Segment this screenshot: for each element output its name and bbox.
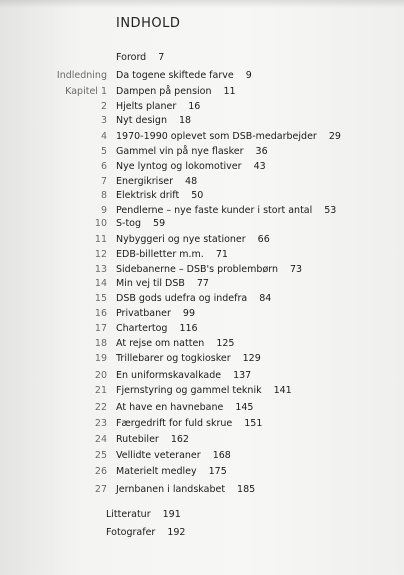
toc-entry bbox=[0, 85, 404, 99]
toc-chapter-number: 14 bbox=[94, 278, 107, 289]
toc-chapter-number: 5 bbox=[100, 146, 107, 157]
toc-chapter-number: 25 bbox=[94, 450, 107, 461]
toc-entry bbox=[0, 433, 404, 447]
toc-entry bbox=[0, 145, 404, 159]
toc-title: 1970-1990 oplevet som DSB-medarbejder 29 bbox=[116, 131, 341, 142]
toc-entry bbox=[0, 483, 404, 497]
toc-entry bbox=[0, 189, 404, 203]
toc-page: 73 bbox=[290, 264, 303, 275]
toc-entry bbox=[0, 217, 404, 231]
toc-title: EDB-billetter m.m. 71 bbox=[116, 249, 228, 260]
toc-page: 125 bbox=[216, 338, 235, 349]
toc-title: Trillebarer og togkiosker 129 bbox=[116, 353, 261, 364]
toc-page: 43 bbox=[253, 161, 266, 172]
toc-title: Materielt medley 175 bbox=[116, 466, 227, 477]
toc-title: Hjelts planer 16 bbox=[116, 101, 201, 112]
toc-title: Elektrisk drift 50 bbox=[116, 190, 204, 201]
toc-entry bbox=[0, 322, 404, 336]
toc-chapter-number: 9 bbox=[100, 205, 107, 216]
toc-chapter-number: 15 bbox=[94, 293, 107, 304]
toc-title: Jernbanen i landskabet 185 bbox=[116, 484, 256, 495]
toc-page: 18 bbox=[179, 115, 192, 126]
toc-title: Energikriser 48 bbox=[116, 176, 198, 187]
toc-page: 99 bbox=[182, 308, 195, 319]
toc-entry bbox=[0, 465, 404, 479]
toc-title: Sidebanerne – DSB's problembørn 73 bbox=[116, 264, 303, 275]
toc-page: 168 bbox=[212, 450, 231, 461]
toc-chapter-number: 8 bbox=[100, 190, 107, 201]
toc-chapter-number: 13 bbox=[94, 264, 107, 275]
toc-title: Nye lyntog og lokomotiver 43 bbox=[116, 161, 266, 172]
toc-title: En uniformskavalkade 137 bbox=[116, 370, 252, 381]
toc-chapter-number: 18 bbox=[94, 338, 107, 349]
toc-entry bbox=[0, 263, 404, 277]
toc-title: Fotografer 192 bbox=[106, 527, 186, 538]
toc-chapter-number: Indledning bbox=[56, 70, 107, 81]
toc-page: 145 bbox=[235, 402, 254, 413]
toc-chapter-number: Kapitel 1 bbox=[65, 86, 107, 97]
toc-page: 50 bbox=[191, 190, 204, 201]
toc-entry bbox=[0, 337, 404, 351]
toc-chapter-number: 12 bbox=[94, 249, 107, 260]
toc-page: 77 bbox=[196, 278, 209, 289]
toc-entry bbox=[0, 292, 404, 306]
toc-entry bbox=[0, 204, 404, 218]
toc-page: 191 bbox=[162, 509, 181, 520]
toc-chapter-number: 2 bbox=[100, 101, 107, 112]
toc-title: Rutebiler 162 bbox=[116, 434, 189, 445]
toc-chapter-number: 24 bbox=[94, 434, 107, 445]
toc-title: At rejse om natten 125 bbox=[116, 338, 235, 349]
toc-chapter-number: 11 bbox=[94, 234, 107, 245]
toc-entry bbox=[0, 130, 404, 144]
toc-title: Gammel vin på nye flasker 36 bbox=[116, 146, 268, 157]
toc-entry bbox=[0, 352, 404, 366]
toc-chapter-number: 17 bbox=[94, 323, 107, 334]
toc-title: Vellidte veteraner 168 bbox=[116, 450, 231, 461]
toc-chapter-number: 20 bbox=[94, 370, 107, 381]
toc-title: DSB gods udefra og indefra 84 bbox=[116, 293, 272, 304]
toc-chapter-number: 27 bbox=[94, 484, 107, 495]
toc-chapter-number: 22 bbox=[94, 402, 107, 413]
toc-page: 9 bbox=[245, 70, 252, 81]
toc-chapter-number: 7 bbox=[100, 176, 107, 187]
toc-entry bbox=[0, 369, 404, 383]
toc-page: 84 bbox=[259, 293, 272, 304]
toc-entry bbox=[0, 307, 404, 321]
toc-entry bbox=[0, 248, 404, 262]
toc-title: Pendlerne – nye faste kunder i stort antal 53 bbox=[116, 205, 337, 216]
toc-entry bbox=[0, 449, 404, 463]
toc-page: 129 bbox=[242, 353, 261, 364]
toc-page: 29 bbox=[328, 131, 341, 142]
toc-entry bbox=[0, 114, 404, 128]
toc-page: 11 bbox=[223, 86, 236, 97]
toc-back-matter bbox=[0, 526, 404, 540]
toc-chapter-number: 26 bbox=[94, 466, 107, 477]
toc-chapter-number: 23 bbox=[94, 418, 107, 429]
toc-title: Færgedrift for fuld skrue 151 bbox=[116, 418, 263, 429]
toc-title: Fjernstyring og gammel teknik 141 bbox=[116, 385, 292, 396]
toc-entry bbox=[0, 160, 404, 174]
toc-title: Chartertog 116 bbox=[116, 323, 198, 334]
toc-chapter-number: 21 bbox=[94, 385, 107, 396]
toc-page: 16 bbox=[188, 101, 201, 112]
toc-chapter-number: 16 bbox=[94, 308, 107, 319]
toc-title: Litteratur 191 bbox=[106, 509, 181, 520]
toc-chapter-number: 19 bbox=[94, 353, 107, 364]
toc-chapter-number: 3 bbox=[100, 115, 107, 126]
toc-title: Forord 7 bbox=[116, 52, 165, 63]
toc-page: 151 bbox=[244, 418, 263, 429]
toc-title: Privatbaner 99 bbox=[116, 308, 195, 319]
toc-title: Da togene skiftede farve 9 bbox=[116, 70, 252, 81]
toc-page: 162 bbox=[170, 434, 189, 445]
toc-page: 185 bbox=[237, 484, 256, 495]
toc-page: 175 bbox=[208, 466, 227, 477]
toc-entry bbox=[0, 233, 404, 247]
toc-page: 53 bbox=[324, 205, 337, 216]
toc-entry bbox=[0, 100, 404, 114]
toc-title: Min vej til DSB 77 bbox=[116, 278, 209, 289]
toc-back-matter bbox=[0, 508, 404, 522]
toc-page: 141 bbox=[273, 385, 292, 396]
toc-chapter-number: 4 bbox=[100, 131, 107, 142]
toc-entry bbox=[0, 384, 404, 398]
toc-entry bbox=[0, 69, 404, 83]
page-edge-shadow bbox=[0, 0, 404, 8]
toc-entry bbox=[0, 175, 404, 189]
toc-title: S-tog 59 bbox=[116, 218, 166, 229]
toc-title: Nyt design 18 bbox=[116, 115, 192, 126]
toc-entry bbox=[0, 417, 404, 431]
page-title: INDHOLD bbox=[116, 16, 181, 31]
toc-page: 137 bbox=[233, 370, 252, 381]
toc-foreword bbox=[0, 51, 404, 65]
toc-page: 71 bbox=[215, 249, 228, 260]
toc-title: Nybyggeri og nye stationer 66 bbox=[116, 234, 270, 245]
toc-chapter-number: 6 bbox=[100, 161, 107, 172]
toc-page: 192 bbox=[167, 527, 186, 538]
toc-page: 7 bbox=[158, 52, 165, 63]
toc-page: 36 bbox=[255, 146, 268, 157]
toc-entry bbox=[0, 277, 404, 291]
toc-chapter-number: 10 bbox=[94, 218, 107, 229]
toc-page: 48 bbox=[185, 176, 198, 187]
toc-title: Dampen på pension 11 bbox=[116, 86, 236, 97]
toc-entry bbox=[0, 401, 404, 415]
toc-page: 66 bbox=[257, 234, 270, 245]
toc-page: 116 bbox=[179, 323, 198, 334]
toc-page: 59 bbox=[153, 218, 166, 229]
toc-title: At have en havnebane 145 bbox=[116, 402, 254, 413]
